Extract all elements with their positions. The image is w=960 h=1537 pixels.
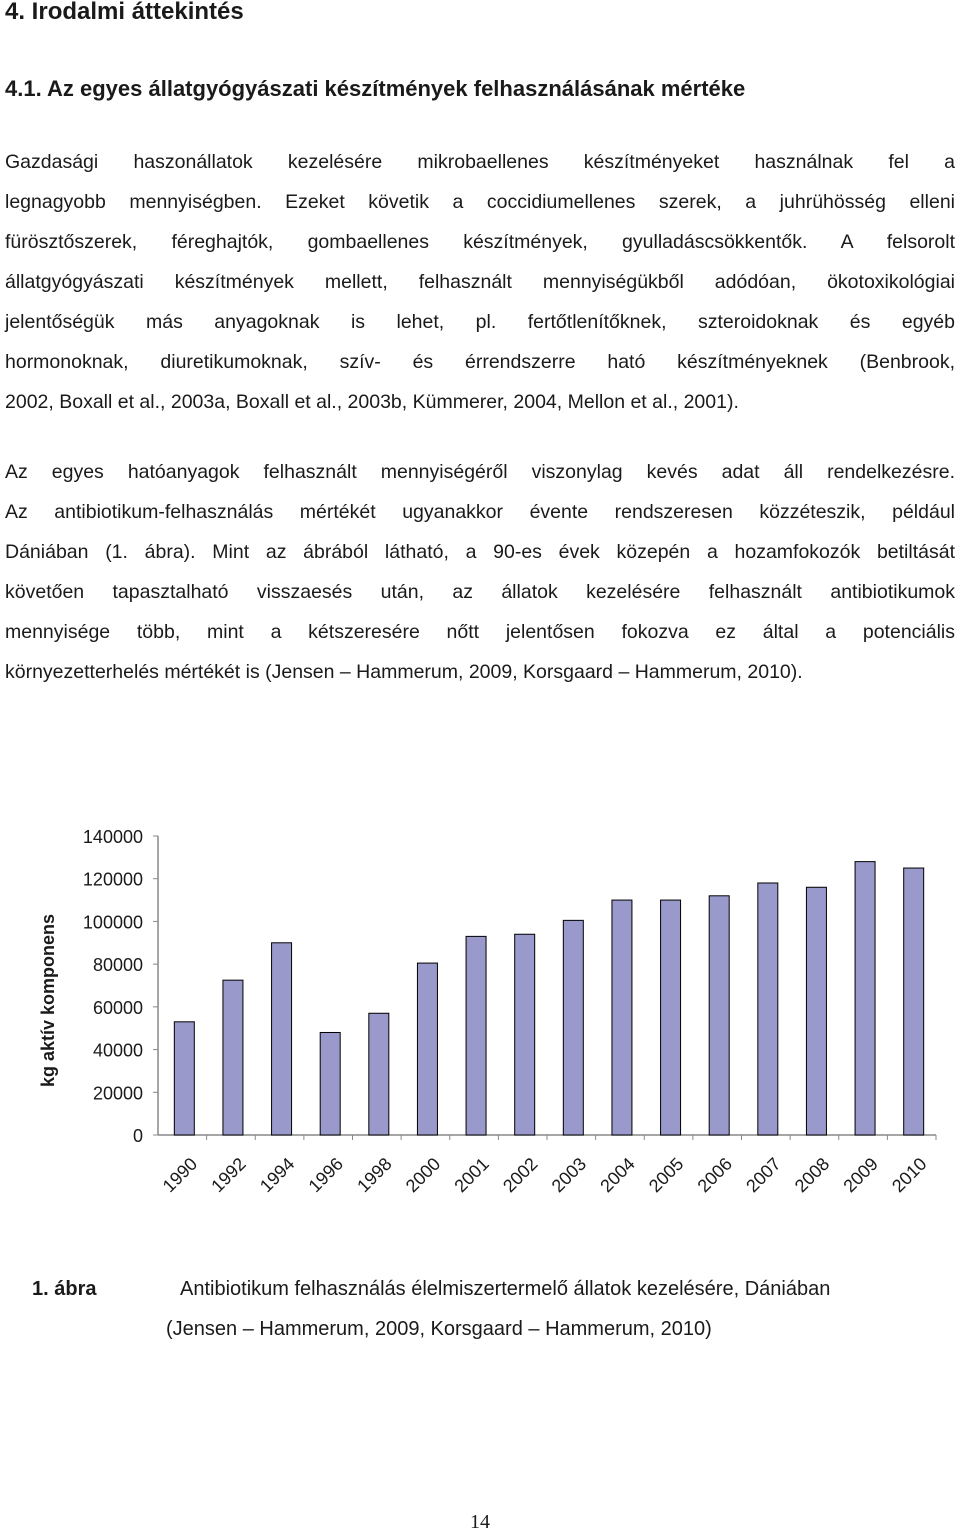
bar	[855, 862, 875, 1135]
x-tick-label: 2000	[401, 1153, 445, 1197]
paragraph-1	[5, 142, 955, 422]
bar	[563, 920, 583, 1135]
y-tick-label: 100000	[82, 912, 143, 933]
bar	[904, 868, 924, 1135]
x-tick-label: 2004	[596, 1153, 639, 1197]
y-tick-label: 40000	[92, 1040, 143, 1061]
x-tick-label: 1994	[255, 1153, 299, 1197]
x-tick-label: 1992	[207, 1153, 250, 1197]
figure-caption: Antibiotikum felhasználás élelmiszertermelő állatok kezelésére, Dániában	[180, 1278, 831, 1300]
paragraph-line: Dániában (1. ábra). Mint az ábrából látható, a 90-es évek közepén a hozamfokozók betiltását	[5, 541, 955, 563]
y-axis-label: kg aktív komponens	[38, 913, 58, 1088]
bar	[174, 1022, 194, 1135]
y-tick-label: 20000	[92, 1083, 143, 1104]
bar	[661, 900, 681, 1135]
bar	[272, 943, 292, 1135]
paragraph-line: jelentőségük más anyagoknak is lehet, pl. fertőtlenítőknek, szteroidoknak és egyéb	[5, 311, 955, 333]
page-number: 14	[470, 1511, 490, 1533]
y-tick-label: 140000	[82, 827, 143, 847]
paragraph-line: 2002, Boxall et al., 2003a, Boxall et al., 2003b, Kümmerer, 2004, Mellon et al., 2001).	[5, 391, 739, 413]
x-tick-label: 1990	[158, 1153, 202, 1197]
x-tick-label: 2001	[450, 1153, 493, 1197]
paragraph-line: állatgyógyászati készítmények mellett, felhasznált mennyiségükből adódóan, ökotoxikológiai	[5, 271, 955, 293]
bar	[612, 900, 632, 1135]
figure-label: 1. ábra	[32, 1278, 97, 1300]
x-tick-label: 2007	[742, 1153, 785, 1197]
bar	[515, 934, 535, 1135]
bar	[320, 1032, 340, 1135]
x-tick-label: 2005	[644, 1153, 688, 1197]
subsection-heading: 4.1. Az egyes állatgyógyászati készítmények felhasználásának mértéke	[5, 76, 746, 101]
x-tick-label: 1998	[353, 1153, 396, 1197]
bar	[417, 963, 437, 1135]
figure-caption-source: (Jensen – Hammerum, 2009, Korsgaard – Hammerum, 2010)	[166, 1318, 712, 1340]
y-tick-label: 120000	[82, 869, 143, 890]
y-tick-label: 60000	[92, 997, 143, 1018]
x-tick-label: 2006	[693, 1153, 737, 1197]
section-heading: 4. Irodalmi áttekintés	[5, 0, 244, 25]
paragraph-line: legnagyobb mennyiségben. Ezeket követik a coccidiumellenes szerek, a juhrühösség elleni	[5, 191, 955, 213]
paragraph-line: Gazdasági haszonállatok kezelésére mikrobaellenes készítményeket használnak fel a	[5, 151, 955, 173]
paragraph-line: környezetterhelés mértékét is (Jensen – Hammerum, 2009, Korsgaard – Hammerum, 2010).	[5, 661, 803, 683]
paragraph-line: követően tapasztalható visszaesés után, az állatok kezelésére felhasznált antibiotikumok	[5, 581, 955, 603]
bar	[466, 936, 486, 1135]
paragraph-line: hormonoknak, diuretikumoknak, szív- és érrendszerre ható készítményeknek (Benbrook,	[5, 351, 955, 373]
x-tick-label: 2009	[839, 1153, 882, 1197]
bar	[223, 980, 243, 1135]
x-tick-label: 1996	[304, 1153, 348, 1197]
paragraph-line: mennyisége több, mint a kétszeresére nőtt jelentősen fokozva ez által a potenciális	[5, 621, 955, 643]
bar	[806, 887, 826, 1135]
bar	[758, 883, 778, 1135]
bar	[709, 896, 729, 1135]
bar	[369, 1013, 389, 1135]
paragraph-line: fürösztőszerek, féreghajtók, gombaellenes készítmények, gyulladáscsökkentők. A felsorolt	[5, 231, 955, 253]
x-tick-label: 2008	[790, 1153, 834, 1197]
paragraph-line: Az antibiotikum-felhasználás mértékét ugyanakkor évente rendszeresen közzéteszik, például	[5, 501, 955, 523]
paragraph-line: Az egyes hatóanyagok felhasznált mennyiségéről viszonylag kevés adat áll rendelkezésre.	[5, 461, 955, 483]
x-tick-label: 2003	[547, 1153, 591, 1197]
y-tick-label: 0	[132, 1126, 143, 1146]
y-tick-label: 80000	[92, 955, 143, 976]
bar-chart	[0, 815, 960, 1235]
x-tick-label: 2010	[888, 1153, 931, 1197]
x-tick-label: 2002	[499, 1153, 542, 1197]
paragraph-2	[5, 452, 955, 692]
